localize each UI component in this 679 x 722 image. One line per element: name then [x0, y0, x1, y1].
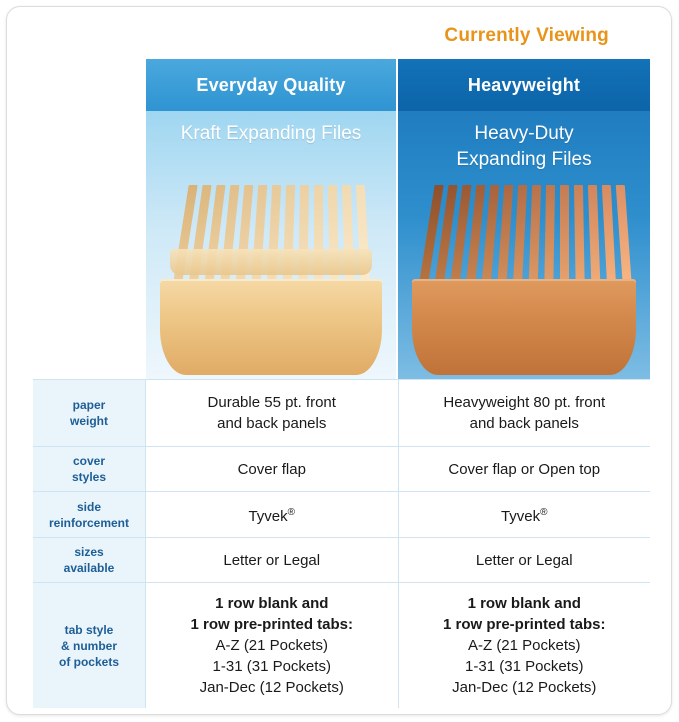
product-title-kraft: Kraft Expanding Files: [180, 123, 362, 144]
heavy-duty-file-body: [412, 279, 636, 375]
cell-line3: Jan-Dec (12 Pockets): [452, 679, 597, 696]
cell-sizes-available-heavyweight: Letter or Legal: [475, 551, 573, 569]
cell-line2: and back panels: [217, 415, 327, 432]
kraft-file-body: [160, 279, 382, 375]
comparison-card: [6, 6, 672, 715]
cell-bold-line1: 1 row blank and: [215, 595, 329, 612]
cell-cover-styles-heavyweight: Cover flap or Open top: [448, 460, 601, 478]
table-row-side-reinforcement: [33, 492, 650, 538]
row-label-line1: paper: [72, 398, 106, 412]
row-label-line1: side: [76, 499, 101, 514]
row-label-paper-weight: [33, 380, 146, 446]
cell-line3: Jan-Dec (12 Pockets): [199, 679, 344, 696]
cell-bold-line2: 1 row pre-printed tabs:: [190, 616, 354, 633]
column-header-everyday-quality: Everyday Quality: [146, 59, 398, 111]
cell-line2: 1-31 (31 Pockets): [465, 658, 584, 675]
table-row-sizes-available: [33, 538, 650, 583]
row-label-line2: & number: [60, 638, 117, 653]
cell-paper-weight-heavyweight: [399, 380, 651, 446]
cell-paper-weight-everyday: [146, 380, 399, 446]
cell-line2: and back panels: [469, 415, 579, 432]
product-title-heavy-duty-line2: Expanding Files: [456, 149, 592, 170]
registered-mark: ®: [287, 507, 296, 518]
column-header-heavyweight: Heavyweight: [398, 59, 650, 111]
comparison-table: [33, 379, 650, 708]
row-label-line2: reinforcement: [48, 515, 130, 530]
row-label-line1: tab style: [64, 622, 114, 637]
cell-line2: 1-31 (31 Pockets): [212, 658, 331, 675]
product-panel-everyday-quality: [146, 111, 398, 379]
cell-line1: Tyvek: [248, 508, 288, 525]
row-label-line2: weight: [70, 414, 108, 428]
cell-bold-line2: 1 row pre-printed tabs:: [442, 616, 606, 633]
row-label-tab-style: [33, 583, 146, 708]
kraft-cover-flap: [170, 249, 372, 275]
product-title-heavy-duty: [398, 121, 650, 173]
table-row-tab-style: [33, 583, 650, 708]
cell-side-reinforcement-everyday: [146, 492, 399, 537]
row-label-line2: styles: [71, 470, 107, 484]
cell-cover-styles-everyday: Cover flap: [146, 447, 399, 491]
row-label-line2: available: [63, 561, 115, 575]
heavy-duty-expanding-file-illustration: [408, 185, 640, 375]
cell-side-reinforcement-heavyweight: [399, 492, 651, 537]
row-label-sizes-available: [33, 538, 146, 582]
cell-tab-style-heavyweight: [399, 583, 651, 708]
cell-line1: Durable 55 pt. front: [207, 394, 336, 411]
cell-line1: Heavyweight 80 pt. front: [443, 394, 606, 411]
table-row-cover-styles: [33, 447, 650, 492]
row-label-line1: cover: [72, 454, 106, 468]
table-row-paper-weight: [33, 380, 650, 447]
row-label-cover-styles: [33, 447, 146, 491]
cell-line1: Tyvek: [500, 508, 541, 525]
cell-sizes-available-everyday: Letter or Legal: [146, 538, 399, 582]
cell-line1: A-Z (21 Pockets): [467, 637, 581, 654]
row-label-line3: of pockets: [58, 654, 119, 669]
row-label-side-reinforcement: [33, 492, 146, 537]
currently-viewing-label: Currently Viewing: [444, 25, 609, 46]
product-panel-heavyweight: [398, 111, 650, 379]
row-label-line1: sizes: [74, 545, 104, 559]
registered-mark: ®: [540, 507, 548, 518]
cell-tab-style-everyday: [146, 583, 399, 708]
kraft-expanding-file-illustration: [156, 185, 386, 375]
cell-line1: A-Z (21 Pockets): [215, 637, 329, 654]
cell-bold-line1: 1 row blank and: [467, 595, 581, 612]
product-title-heavy-duty-line1: Heavy-Duty: [474, 123, 574, 144]
